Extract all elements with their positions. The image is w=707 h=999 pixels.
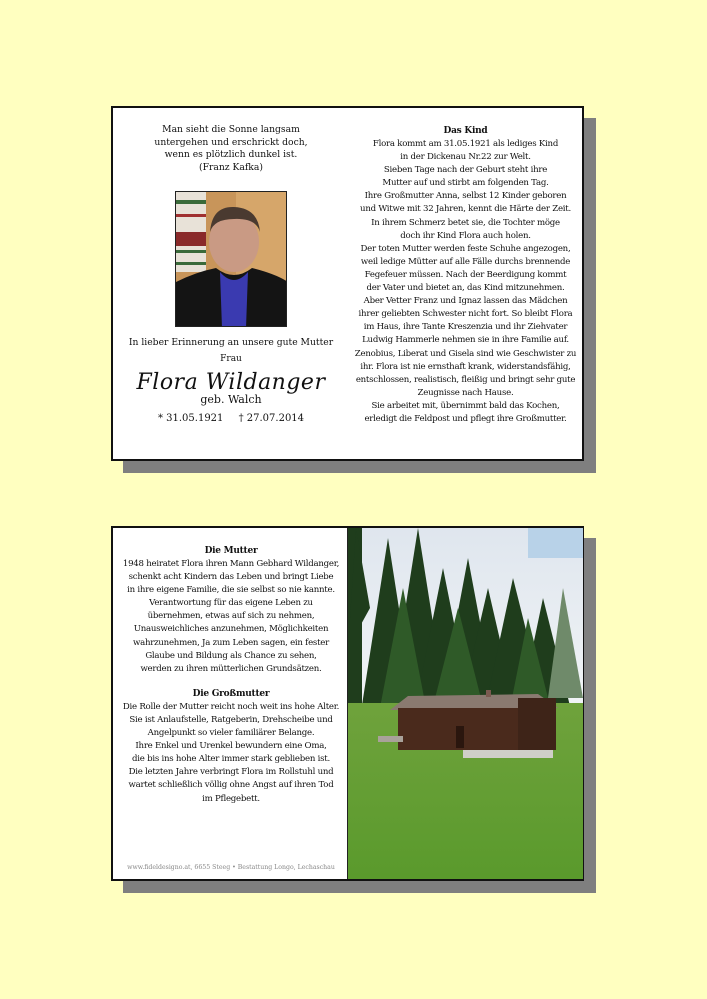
text-line: Ihre Großmutter Anna, selbst 12 Kinder geboren	[364, 191, 567, 202]
story-heading: Das Kind	[443, 126, 488, 136]
quote-line: Man sieht die Sonne langsam	[162, 124, 300, 135]
mother-lines	[113, 558, 349, 676]
text-line: Flora kommt am 31.05.1921 als lediges Kind	[372, 139, 559, 149]
text-line: die bis ins hohe Alter immer stark geblieben ist.	[132, 754, 330, 765]
card-front-left	[113, 124, 349, 174]
quote-line: wenn es plötzlich dunkel ist.	[164, 149, 298, 161]
birth-date: * 31.05.1921	[157, 413, 224, 424]
text-line: Angelpunkt so vieler familiärer Belange.	[147, 728, 315, 739]
card-back-text	[113, 545, 349, 806]
text-line: und Witwe mit 32 Jahren, kennt die Härte der Zeit.	[360, 204, 571, 215]
title-frau: Frau	[220, 354, 242, 364]
quote-line: (Franz Kafka)	[199, 161, 263, 173]
text-line: Ihre Enkel und Urenkel bewundern eine Oma,	[135, 741, 327, 752]
text-line: Die letzten Jahre verbringt Flora im Rollstuhl und	[128, 767, 334, 778]
text-line: wartet schließlich völlig ohne Angst auf ihren Tod	[128, 780, 334, 791]
memory-line: In lieber Erinnerung an unsere gute Mutter	[128, 337, 334, 348]
text-line: im Haus, ihre Tante Kreszenzia und ihr Ziehvater	[363, 322, 568, 333]
text-line: Der toten Mutter werden feste Schuhe angezogen,	[360, 243, 571, 254]
text-line: schenkt acht Kindern das Leben und bringt Liebe	[128, 572, 334, 583]
text-line: 1948 heiratet Flora ihren Mann Gebhard Wildanger,	[122, 559, 340, 569]
text-line: entschlossen, realistisch, fleißig und bringt sehr gute	[355, 374, 576, 385]
death-date: † 27.07.2014	[238, 413, 305, 424]
footer-credits: www.fideldesigno.at, 6655 Steeg • Bestattung Longo, Lechaschau	[127, 864, 335, 871]
landscape-photo	[347, 528, 583, 879]
mother-heading: Die Mutter	[204, 546, 258, 556]
text-line: Sie arbeitet mit, übernimmt bald das Kochen,	[371, 400, 560, 411]
text-line: in ihre eigene Familie, die sie selbst so nie kannte.	[127, 585, 335, 596]
text-line: der Vater und bietet an, das Kind mitzunehmen.	[366, 283, 565, 294]
text-line: Glaube und Bildung als Chance zu sehen,	[145, 650, 317, 661]
card-back	[111, 526, 584, 881]
deceased-name: Flora Wildanger	[136, 370, 326, 395]
text-line: werden zu ihren mütterlichen Grundsätzen.	[140, 663, 322, 674]
quote-line: untergehen und erschrickt doch,	[154, 136, 308, 148]
life-dates	[113, 413, 349, 424]
text-line: Zenobius, Liberat und Gisela sind wie Geschwister zu	[354, 348, 577, 359]
text-line: doch ihr Kind Flora auch holen.	[400, 230, 531, 241]
text-line: im Pflegebett.	[202, 793, 260, 804]
text-line: übernehmen, etwas auf sich zu nehmen,	[147, 611, 315, 622]
story-lines	[349, 138, 582, 426]
text-line: in der Dickenau Nr.22 zur Welt.	[400, 152, 531, 163]
portrait-photo	[175, 191, 287, 327]
text-line: ihrer geliebten Schwester nicht fort. So bleibt Flora	[358, 309, 573, 320]
text-line: Fegefeuer müssen. Nach der Beerdigung kommt	[364, 269, 567, 280]
maiden-name: geb. Walch	[200, 393, 262, 406]
text-line: Die Rolle der Mutter reicht noch weit ins hohe Alter.	[122, 701, 340, 712]
text-line: Unausweichliches anzunehmen, Möglichkeiten	[133, 624, 329, 635]
text-line: weil ledige Mütter auf alle Fälle durchs brennende	[360, 256, 571, 267]
text-line: In ihrem Schmerz betet sie, die Tochter möge	[371, 217, 560, 228]
kafka-quote	[113, 124, 349, 174]
text-line: erledigt die Feldpost und pflegt ihre Großmutter.	[364, 413, 567, 424]
text-line: wahrzunehmen, Ja zum Leben sagen, ein fester	[132, 637, 329, 648]
card-front	[111, 106, 584, 461]
text-line: Aber Vetter Franz und Ignaz lassen das Mädchen	[363, 296, 568, 307]
text-line: Verantwortung für das eigene Leben zu	[149, 598, 313, 609]
text-line: Mutter auf und stirbt am folgenden Tag.	[382, 178, 549, 189]
text-line: Ludwig Hammerle nehmen sie in ihre Familie auf.	[362, 335, 569, 346]
grandmother-heading: Die Großmutter	[192, 688, 270, 699]
text-line: ihr. Flora ist nie ernsthaft krank, widerstandsfähig,	[360, 361, 571, 372]
text-line: Sieben Tage nach der Geburt steht ihre	[383, 165, 548, 176]
text-line: Sie ist Anlaufstelle, Ratgeberin, Drehscheibe und	[129, 714, 333, 725]
story-child	[349, 125, 582, 426]
grandmother-lines	[113, 701, 349, 806]
text-line: Zeugnisse nach Hause.	[417, 387, 514, 398]
